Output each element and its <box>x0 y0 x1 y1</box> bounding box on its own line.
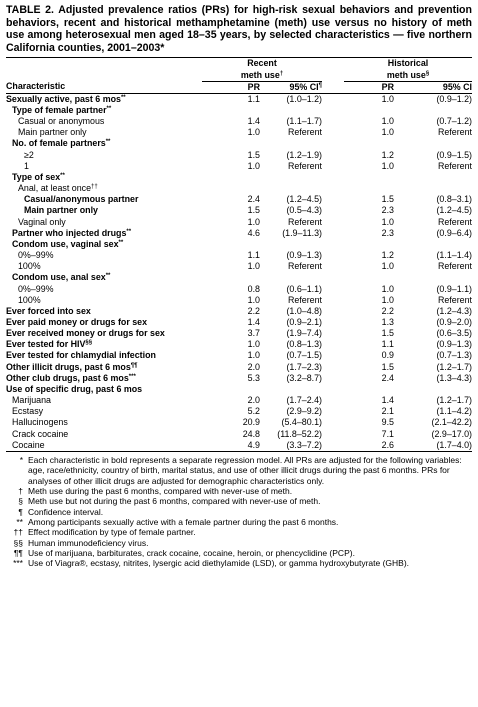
ci-recent-cell: (0.8–1.3) <box>286 339 322 350</box>
ci-historical-cell: (1.3–4.3) <box>436 372 472 383</box>
ci-historical-cell: (2.9–17.0) <box>431 428 472 439</box>
ci-historical-cell: (0.9–6.4) <box>436 227 472 238</box>
spacer <box>322 94 344 105</box>
ci-recent-cell: (1.2–1.9) <box>286 149 322 160</box>
footnote-symbol: ** <box>16 516 23 527</box>
data-table-body <box>6 94 472 451</box>
pr-historical-cell: 1.3 <box>381 316 394 327</box>
pr-recent-cell <box>202 239 260 250</box>
footnote-symbol: †† <box>13 527 23 538</box>
pr-historical-cell <box>344 384 394 395</box>
row-label: 0%–99% <box>18 283 54 294</box>
footnote-text: Use of Viagra®, ecstasy, nitrites, lysergic acid diethylamide (LSD), or gamma hydroxybutyrate (GHB). <box>28 558 410 569</box>
ci-recent-cell: (1.0–1.2) <box>286 93 322 104</box>
footnote <box>6 548 472 558</box>
footnote-text: Meth use during the past 6 months, compared with never-use of meth. <box>28 485 293 496</box>
row-label: Type of female partner** <box>12 105 112 115</box>
ci-recent-cell <box>260 105 322 116</box>
spacer <box>322 350 344 361</box>
spacer <box>322 284 344 295</box>
ci-historical-cell: (1.1–4.2) <box>436 406 472 417</box>
row-label: Casual/anonymous partner <box>24 194 139 205</box>
pr-recent-cell: 1.0 <box>247 339 260 350</box>
column-header-ci-recent: 95% CI¶ <box>289 81 322 92</box>
pr-historical-cell: 1.2 <box>381 149 394 160</box>
ci-historical-cell <box>394 183 472 194</box>
ci-recent-cell: Referent <box>287 127 322 138</box>
row-label: Sexually active, past 6 mos** <box>6 93 126 104</box>
table-row <box>6 105 472 116</box>
spacer <box>322 373 344 384</box>
ci-recent-cell: (1.7–2.4) <box>286 395 322 406</box>
ci-recent-cell: (0.6–1.1) <box>286 283 322 294</box>
table-row <box>6 172 472 183</box>
row-label: Condom use, anal sex** <box>12 272 111 283</box>
footnote <box>6 496 472 506</box>
ci-historical-cell <box>394 384 472 395</box>
footnote-text: Among participants sexually active with a female partner during the past 6 months. <box>28 516 339 527</box>
ci-recent-cell <box>260 384 322 395</box>
ci-historical-cell: (0.9–1.1) <box>436 283 472 294</box>
footnote <box>6 527 472 537</box>
ci-historical-cell: (1.2–4.5) <box>436 205 472 216</box>
pr-recent-cell <box>202 272 260 283</box>
ci-historical-cell: (1.7–4.0) <box>436 439 472 450</box>
pr-recent-cell: 2.0 <box>247 361 260 372</box>
row-label: 0%–99% <box>18 250 54 261</box>
spacer <box>322 362 344 373</box>
table-row <box>6 150 472 161</box>
ci-recent-cell: (2.9–9.2) <box>286 406 322 417</box>
row-label: ≥2 <box>24 149 34 160</box>
column-header-ci-historical: 95% CI <box>442 81 473 92</box>
table-row <box>6 373 472 384</box>
table-row <box>6 183 472 194</box>
table-row <box>6 295 472 306</box>
row-label: Anal, at least once†† <box>18 183 98 194</box>
ci-historical-cell <box>394 172 472 183</box>
spacer <box>322 339 344 350</box>
pr-recent-cell: 1.0 <box>247 261 260 272</box>
pr-historical-cell: 1.0 <box>381 294 394 305</box>
table-row <box>6 116 472 127</box>
spacer <box>322 228 344 239</box>
spacer <box>322 150 344 161</box>
ci-historical-cell: (0.9–2.0) <box>436 316 472 327</box>
spacer <box>322 406 344 417</box>
table-row <box>6 161 472 172</box>
spacer <box>322 217 344 228</box>
pr-recent-cell: 4.9 <box>247 439 260 450</box>
spacer <box>322 272 344 283</box>
row-label: Partner who injected drugs** <box>12 227 132 238</box>
column-header-pr-historical: PR <box>381 81 394 92</box>
pr-historical-cell: 2.3 <box>381 227 394 238</box>
pr-recent-cell: 1.4 <box>247 316 260 327</box>
spacer <box>322 261 344 272</box>
spacer <box>322 116 344 127</box>
ci-historical-cell: (1.1–1.4) <box>436 250 472 261</box>
ci-recent-cell: Referent <box>287 160 322 171</box>
footnote <box>6 517 472 527</box>
row-label: Ever received money or drugs for sex <box>6 328 165 339</box>
table-row <box>6 239 472 250</box>
pr-recent-cell <box>202 105 260 116</box>
pr-historical-cell: 1.4 <box>381 395 394 406</box>
row-label: Cocaine <box>12 439 45 450</box>
pr-recent-cell <box>202 384 260 395</box>
ci-historical-cell: Referent <box>437 261 472 272</box>
footnote <box>6 558 472 568</box>
footnote <box>6 538 472 548</box>
row-label: Crack cocaine <box>12 428 69 439</box>
table-row <box>6 205 472 216</box>
row-label: Main partner only <box>18 127 87 138</box>
spacer <box>322 239 344 250</box>
ci-historical-cell: (0.8–3.1) <box>436 194 472 205</box>
pr-recent-cell: 1.5 <box>247 205 260 216</box>
pr-recent-cell: 4.6 <box>247 227 260 238</box>
ci-historical-cell: (0.7–1.3) <box>436 350 472 361</box>
ci-recent-cell: (1.9–11.3) <box>282 227 322 238</box>
ci-historical-cell: (1.2–1.7) <box>436 395 472 406</box>
pr-historical-cell: 1.5 <box>381 194 394 205</box>
footnote-text: Each characteristic in bold represents a separate regression model. All PRs are adjusted for the following variables: age, race/ethnicity, country of birth, marital status, and use of other illicit drugs during the past 6 months. PRs for analyses of other illicit drugs are adjusted for demographic characteristics only. <box>28 454 462 486</box>
ci-historical-cell: Referent <box>437 216 472 227</box>
spacer <box>322 183 344 194</box>
ci-historical-cell: (0.9–1.5) <box>436 149 472 160</box>
row-label: Main partner only <box>24 205 98 216</box>
ci-recent-cell: (5.4–80.1) <box>281 417 322 428</box>
ci-historical-cell: Referent <box>437 127 472 138</box>
table-row <box>6 384 472 395</box>
ci-recent-cell: (0.5–4.3) <box>286 205 322 216</box>
table-row <box>6 339 472 350</box>
footnote <box>6 486 472 496</box>
ci-recent-cell: (3.3–7.2) <box>286 439 322 450</box>
pr-historical-cell: 1.0 <box>381 216 394 227</box>
ci-recent-cell <box>260 183 322 194</box>
pr-recent-cell: 1.1 <box>247 250 260 261</box>
data-table <box>6 58 472 92</box>
pr-historical-cell: 2.4 <box>381 372 394 383</box>
table-row <box>6 272 472 283</box>
column-header-pr-recent: PR <box>247 81 260 92</box>
spacer <box>322 440 344 451</box>
pr-historical-cell: 1.0 <box>381 93 394 104</box>
pr-historical-cell: 1.5 <box>381 361 394 372</box>
row-label: 1 <box>24 160 29 171</box>
pr-historical-cell: 1.2 <box>381 250 394 261</box>
spacer <box>322 429 344 440</box>
spacer <box>322 384 344 395</box>
row-label: Ever tested for chlamydial infection <box>6 350 156 361</box>
ci-historical-cell <box>394 138 472 149</box>
row-label: 100% <box>18 261 41 272</box>
pr-historical-cell: 7.1 <box>381 428 394 439</box>
pr-recent-cell: 2.2 <box>247 305 260 316</box>
table-title: TABLE 2. Adjusted prevalence ratios (PRs) for high-risk sexual behaviors and prevention behaviors, recent and historical methamphetamine (meth) use versus no history of meth use among heterosexual men aged 18–35 years, by selected characteristics — five northern California counties, 2001–2003* <box>6 4 472 54</box>
ci-recent-cell: (0.9–1.3) <box>286 250 322 261</box>
pr-recent-cell: 0.8 <box>247 283 260 294</box>
ci-recent-cell: (3.2–8.7) <box>286 372 322 383</box>
table-row <box>6 317 472 328</box>
footnote-symbol: *** <box>13 558 23 569</box>
pr-recent-cell: 24.8 <box>242 428 260 439</box>
row-label: Other club drugs, past 6 mos*** <box>6 372 136 383</box>
pr-recent-cell: 1.0 <box>247 160 260 171</box>
ci-recent-cell <box>260 172 322 183</box>
ci-historical-cell: (0.7–1.2) <box>436 116 472 127</box>
pr-historical-cell: 2.6 <box>381 439 394 450</box>
footnote-text: Use of marijuana, barbiturates, crack cocaine, cocaine, heroin, or phencyclidine (PCP). <box>28 547 355 558</box>
footnotes <box>6 455 472 569</box>
pr-recent-cell <box>202 183 260 194</box>
pr-historical-cell: 1.5 <box>381 328 394 339</box>
ci-recent-cell: Referent <box>287 261 322 272</box>
pr-historical-cell: 1.0 <box>381 283 394 294</box>
pr-historical-cell: 1.0 <box>381 160 394 171</box>
column-header-characteristic: Characteristic <box>6 81 66 92</box>
row-label: Ever tested for HIV§§ <box>6 339 93 350</box>
table-row <box>6 417 472 428</box>
ci-historical-cell: (0.6–3.5) <box>436 328 472 339</box>
ci-historical-cell: Referent <box>437 160 472 171</box>
bottom-rule <box>6 451 472 452</box>
ci-recent-cell: (0.9–2.1) <box>286 316 322 327</box>
pr-historical-cell: 1.0 <box>381 116 394 127</box>
table-row <box>6 261 472 272</box>
pr-recent-cell: 20.9 <box>242 417 260 428</box>
footnote-text: Confidence interval. <box>28 506 104 517</box>
row-label: Hallucinogens <box>12 417 68 428</box>
pr-historical-cell: 0.9 <box>381 350 394 361</box>
table-row <box>6 194 472 205</box>
group-header-recent-line2: meth use† <box>202 70 322 82</box>
table-row <box>6 306 472 317</box>
pr-historical-cell: 9.5 <box>381 417 394 428</box>
table-row <box>6 328 472 339</box>
table-row <box>6 350 472 361</box>
footnote-symbol: ¶¶ <box>13 547 23 558</box>
row-label: Type of sex** <box>12 171 65 182</box>
table-row <box>6 94 472 105</box>
ci-recent-cell: (1.1–1.7) <box>286 116 322 127</box>
pr-recent-cell: 3.7 <box>247 328 260 339</box>
footnote-text: Effect modification by type of female partner. <box>28 527 196 538</box>
row-label: Ever paid money or drugs for sex <box>6 316 148 327</box>
pr-historical-cell <box>344 105 394 116</box>
ci-recent-cell: Referent <box>287 216 322 227</box>
spacer <box>322 172 344 183</box>
spacer <box>322 417 344 428</box>
ci-historical-cell: Referent <box>437 294 472 305</box>
row-label: Ever forced into sex <box>6 305 91 316</box>
ci-historical-cell <box>394 272 472 283</box>
pr-historical-cell: 1.1 <box>381 339 394 350</box>
table-row <box>6 406 472 417</box>
ci-recent-cell: (1.0–4.8) <box>286 305 322 316</box>
pr-historical-cell: 2.2 <box>381 305 394 316</box>
spacer <box>322 105 344 116</box>
ci-historical-cell: (1.2–4.3) <box>436 305 472 316</box>
table-row <box>6 250 472 261</box>
footnote-text: Meth use but not during the past 6 months, compared with never-use of meth. <box>28 496 321 507</box>
group-header-historical: Historical <box>387 58 429 69</box>
row-label: 100% <box>18 294 41 305</box>
ci-recent-cell: (1.9–7.4) <box>286 328 322 339</box>
pr-recent-cell: 2.0 <box>247 395 260 406</box>
spacer <box>322 250 344 261</box>
footnote-symbol: §§ <box>13 537 23 548</box>
ci-recent-cell: (0.7–1.5) <box>286 350 322 361</box>
pr-historical-cell <box>344 239 394 250</box>
table-row <box>6 138 472 149</box>
pr-recent-cell: 5.3 <box>247 372 260 383</box>
pr-historical-cell <box>344 172 394 183</box>
row-label: Vaginal only <box>18 216 66 227</box>
spacer <box>322 138 344 149</box>
pr-recent-cell: 1.0 <box>247 294 260 305</box>
group-header-historical-line2: meth use§ <box>344 70 472 82</box>
footnote <box>6 455 472 486</box>
pr-historical-cell: 1.0 <box>381 127 394 138</box>
pr-recent-cell: 1.0 <box>247 216 260 227</box>
pr-historical-cell: 2.3 <box>381 205 394 216</box>
row-label: Use of specific drug, past 6 mos <box>6 383 143 394</box>
row-label: Ecstasy <box>12 406 44 417</box>
ci-recent-cell <box>260 272 322 283</box>
footnote <box>6 507 472 517</box>
pr-historical-cell <box>344 138 394 149</box>
footnote-symbol: † <box>18 485 23 496</box>
ci-historical-cell: (2.1–42.2) <box>431 417 472 428</box>
table-row <box>6 284 472 295</box>
table-row <box>6 228 472 239</box>
ci-recent-cell <box>260 239 322 250</box>
row-label: Marijuana <box>12 395 51 406</box>
pr-recent-cell: 1.0 <box>247 127 260 138</box>
spacer <box>322 194 344 205</box>
pr-historical-cell: 2.1 <box>381 406 394 417</box>
spacer <box>322 127 344 138</box>
table-row <box>6 362 472 373</box>
ci-historical-cell: (0.9–1.2) <box>436 93 472 104</box>
pr-recent-cell <box>202 172 260 183</box>
pr-historical-cell <box>344 183 394 194</box>
footnote-symbol: ¶ <box>18 506 23 517</box>
table-row <box>6 395 472 406</box>
pr-historical-cell: 1.0 <box>381 261 394 272</box>
pr-recent-cell: 1.0 <box>247 350 260 361</box>
ci-recent-cell: (1.7–2.3) <box>286 361 322 372</box>
table-row <box>6 440 472 451</box>
pr-recent-cell: 2.4 <box>247 194 260 205</box>
pr-recent-cell: 5.2 <box>247 406 260 417</box>
table-row <box>6 127 472 138</box>
spacer <box>322 295 344 306</box>
spacer <box>322 306 344 317</box>
ci-historical-cell <box>394 105 472 116</box>
row-label: No. of female partners** <box>12 138 111 149</box>
spacer <box>322 317 344 328</box>
row-label: Condom use, vaginal sex** <box>12 238 124 249</box>
ci-historical-cell <box>394 239 472 250</box>
pr-recent-cell <box>202 138 260 149</box>
table-row <box>6 429 472 440</box>
ci-recent-cell: (1.2–4.5) <box>286 194 322 205</box>
spacer <box>322 161 344 172</box>
table-row <box>6 217 472 228</box>
pr-recent-cell: 1.5 <box>247 149 260 160</box>
ci-recent-cell: Referent <box>287 294 322 305</box>
spacer <box>322 205 344 216</box>
pr-recent-cell: 1.4 <box>247 116 260 127</box>
ci-recent-cell: (11.8–52.2) <box>277 428 322 439</box>
row-label: Casual or anonymous <box>18 116 105 127</box>
footnote-symbol: * <box>19 454 23 465</box>
row-label: Other illicit drugs, past 6 mos¶¶ <box>6 361 138 372</box>
pr-recent-cell: 1.1 <box>247 93 260 104</box>
spacer <box>322 395 344 406</box>
group-header-recent: Recent <box>247 58 277 69</box>
spacer <box>322 328 344 339</box>
footnote-symbol: § <box>18 496 23 507</box>
ci-recent-cell <box>260 138 322 149</box>
pr-historical-cell <box>344 272 394 283</box>
ci-historical-cell: (1.2–1.7) <box>436 361 472 372</box>
footnote-text: Human immunodeficiency virus. <box>28 537 149 548</box>
ci-historical-cell: (0.9–1.3) <box>436 339 472 350</box>
